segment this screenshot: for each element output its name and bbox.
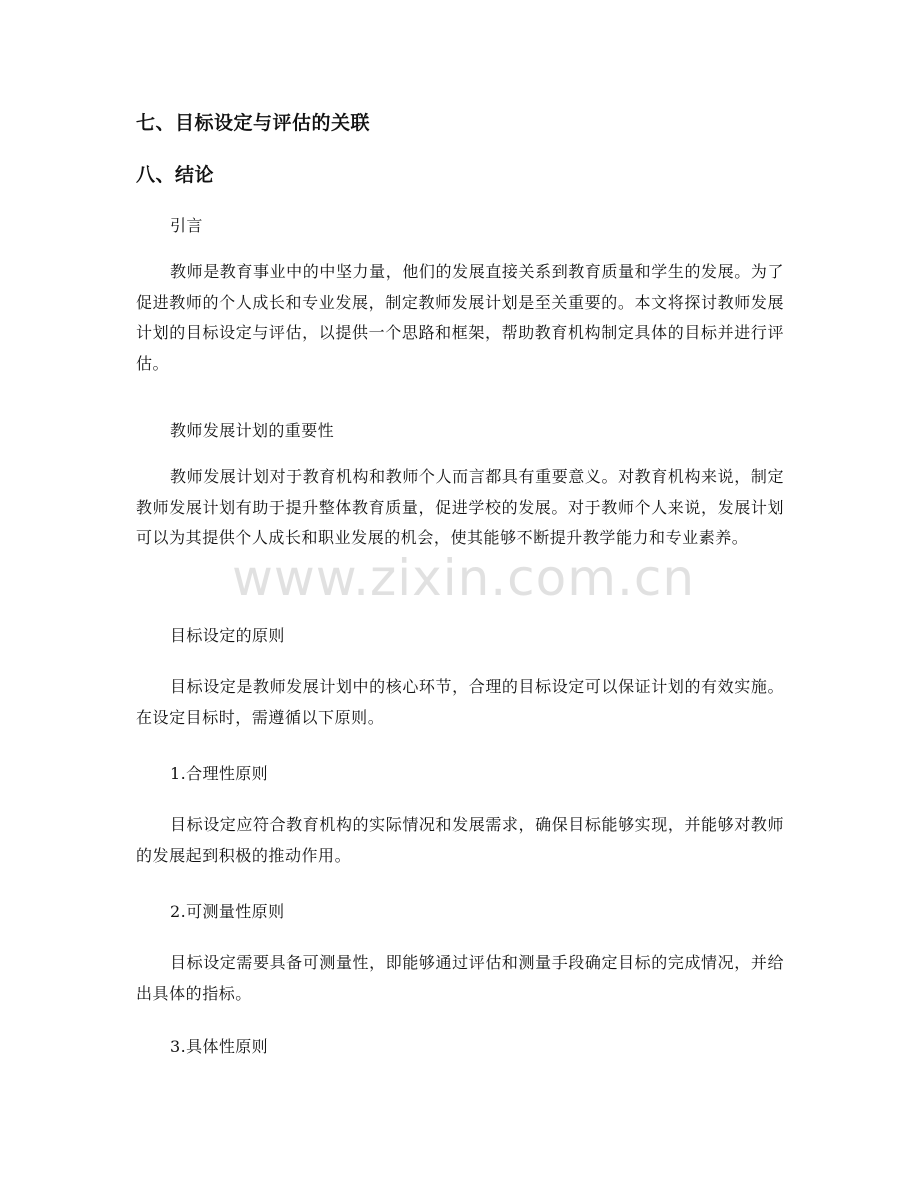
- intro-title: 引言: [170, 216, 203, 235]
- importance-title: 教师发展计划的重要性: [170, 421, 335, 440]
- section-heading-7: 七、目标设定与评估的关联: [136, 112, 371, 134]
- principles-title: 目标设定的原则: [170, 626, 285, 645]
- section-heading-8: 八、结论: [136, 164, 215, 186]
- watermark: www.zixin.com.cn: [232, 549, 696, 607]
- principle-3-title: 3.具体性原则: [170, 1037, 269, 1056]
- intro-paragraph: 教师是教育事业中的中坚力量，他们的发展直接关系到教育质量和学生的发展。为了促进教师的个人成长和专业发展，制定教师发展计划是至关重要的。本文将探讨教师发展计划的目标设定与评估，以提供一个思路和框架，帮助教育机构制定具体的目标并进行评估。: [136, 262, 784, 373]
- principle-2-title: 2.可测量性原则: [170, 902, 285, 921]
- principle-2-paragraph: 目标设定需要具备可测量性，即能够通过评估和测量手段确定目标的完成情况，并给出具体的指标。: [136, 953, 784, 1003]
- importance-paragraph: 教师发展计划对于教育机构和教师个人而言都具有重要意义。对教育机构来说，制定教师发展计划有助于提升整体教育质量，促进学校的发展。对于教师个人来说，发展计划可以为其提供个人成长和职业发展的机会，使其能够不断提升教学能力和专业素养。: [136, 467, 784, 547]
- principle-1-paragraph: 目标设定应符合教育机构的实际情况和发展需求，确保目标能够实现，并能够对教师的发展起到积极的推动作用。: [136, 815, 784, 865]
- principle-1-title: 1.合理性原则: [170, 764, 269, 783]
- principles-paragraph: 目标设定是教师发展计划中的核心环节，合理的目标设定可以保证计划的有效实施。在设定目标时，需遵循以下原则。: [136, 677, 784, 727]
